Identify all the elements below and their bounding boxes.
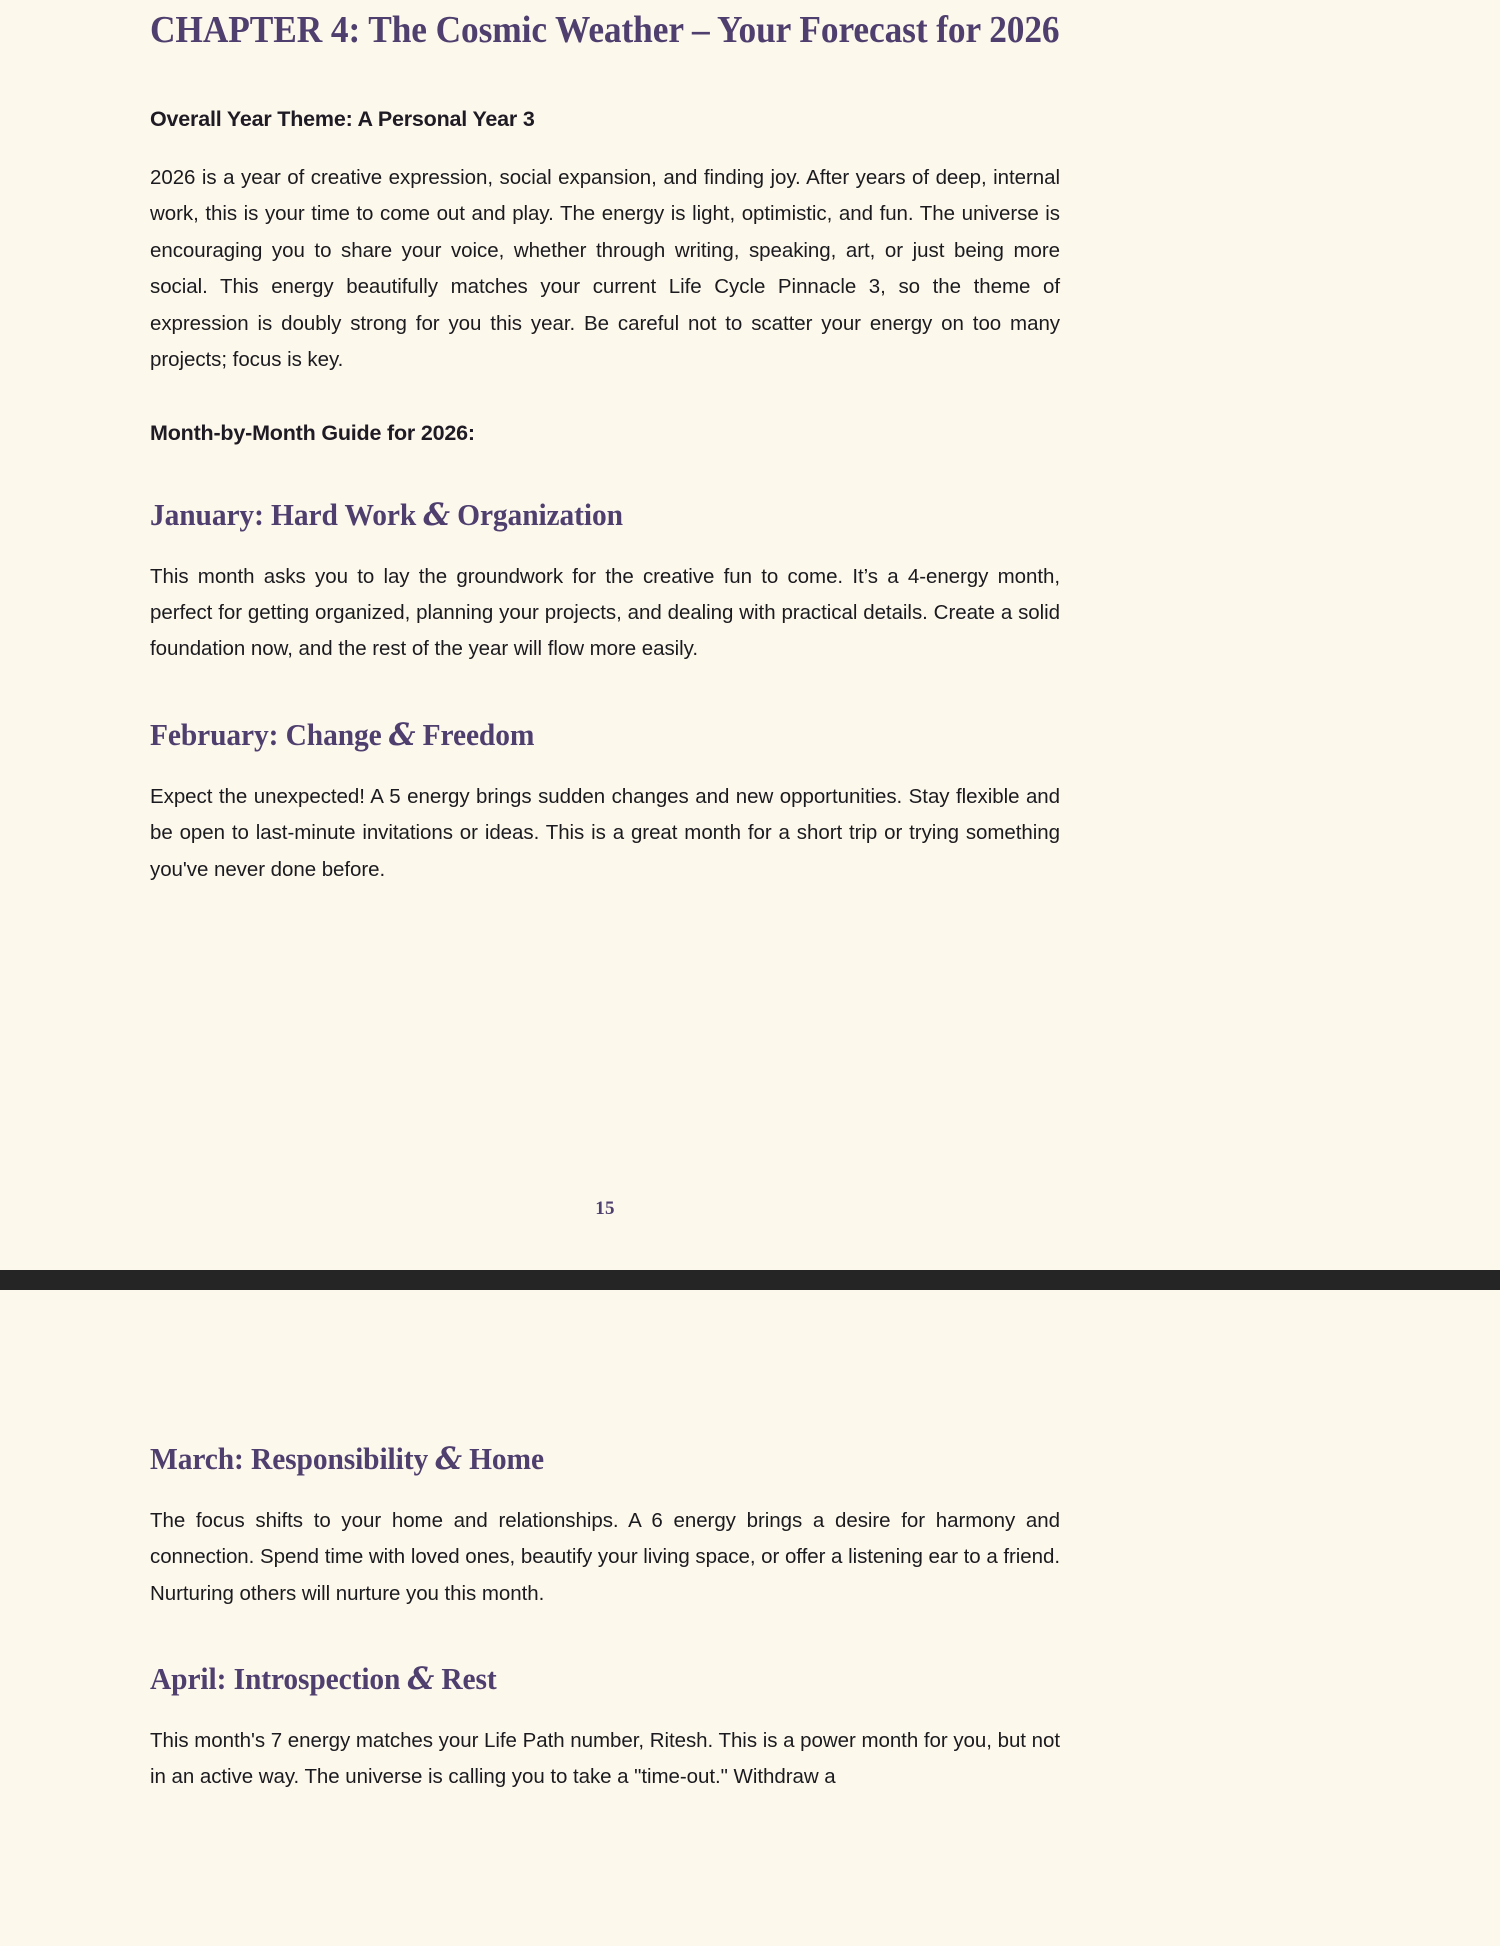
page-footer xyxy=(0,1198,1500,1220)
page-2-content xyxy=(150,1290,1060,1796)
overall-year-theme-heading: Overall Year Theme: A Personal Year 3 xyxy=(150,106,535,131)
page-title: CHAPTER 4: The Cosmic Weather – Your Forecast for 2026 xyxy=(150,9,1060,51)
month-by-month-guide-label: Month-by-Month Guide for 2026: xyxy=(150,420,475,445)
month-paragraph-april: This month's 7 energy matches your Life Path number, Ritesh. This is a power month for you, but not in an active way. The universe is calling you to take a "time-out." Withdraw a xyxy=(150,1728,1060,1789)
overall-year-theme-paragraph: 2026 is a year of creative expression, social expansion, and finding joy. After years of deep, internal work, this is your time to come out and play. The energy is light, optimistic, and fun. The universe is encouraging you to share your voice, whether through writing, speaking, art, or just being more social. This energy beautifully matches your current Life Cycle Pinnacle 3, so the theme of expression is doubly strong for you this year. Be careful not to scatter your energy on too many projects; focus is key. xyxy=(150,165,1060,372)
month-heading-january-suffix: Organization xyxy=(449,496,623,532)
month-paragraph-january: This month asks you to lay the groundwork for the creative fun to come. It’s a 4-energy month, perfect for getting organized, planning your projects, and dealing with practical details. Create a solid foundation now, and the rest of the year will flow more easily. xyxy=(150,564,1060,661)
ampersand-glyph: & xyxy=(407,1661,435,1698)
page-1-content xyxy=(150,0,1060,888)
ampersand-glyph: & xyxy=(435,1441,462,1477)
month-heading-march-suffix: Home xyxy=(461,1441,544,1476)
month-heading-april xyxy=(150,1612,1015,1699)
page-break-divider xyxy=(0,1270,1500,1290)
month-heading-april-suffix: Rest xyxy=(434,1661,497,1697)
month-heading-february xyxy=(150,668,1015,755)
month-heading-january xyxy=(150,448,1015,535)
month-heading-february-suffix: Freedom xyxy=(415,716,535,752)
month-paragraph-february: Expect the unexpected! A 5 energy brings sudden changes and new opportunities. Stay flexible and be open to last-minute invitations or ideas. This is a great month for a short trip or trying something you've never done before. xyxy=(150,784,1060,881)
month-heading-january-prefix: January: Hard Work xyxy=(150,496,424,532)
ampersand-glyph: & xyxy=(388,716,416,753)
document-page-2 xyxy=(0,1290,1500,1946)
page-number: 15 xyxy=(595,1198,615,1219)
month-heading-march xyxy=(150,1440,1015,1479)
month-heading-march-prefix: March: Responsibility xyxy=(150,1441,436,1476)
month-heading-february-prefix: February: Change xyxy=(150,716,389,752)
month-heading-april-prefix: April: Introspection xyxy=(150,1661,408,1697)
month-paragraph-march: The focus shifts to your home and relationships. A 6 energy brings a desire for harmony and connection. Spend time with loved ones, beautify your living space, or offer a listening ear to a friend. Nurturing others will nurture you this month. xyxy=(150,1508,1060,1605)
ampersand-glyph: & xyxy=(423,496,450,533)
